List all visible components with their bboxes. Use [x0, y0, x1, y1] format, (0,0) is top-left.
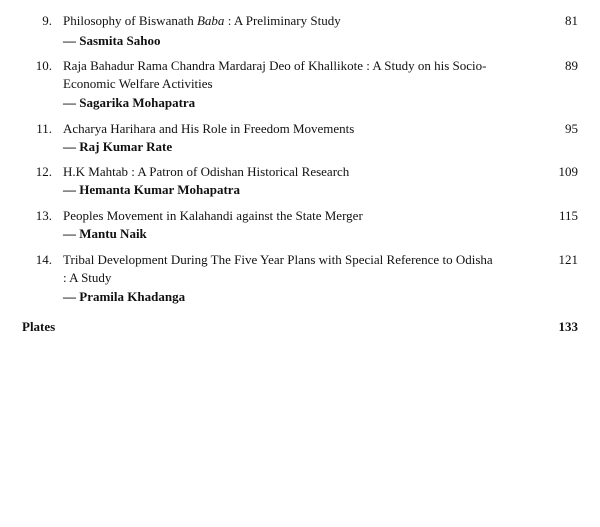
entry-title: Tribal Development During The Five Year Plans with Special Reference to Odisha : A Study: [63, 252, 493, 285]
plates-page-number: 133: [558, 319, 578, 334]
entry-title-part: Philosophy of Biswanath: [63, 13, 197, 28]
entry-number: 11.: [36, 121, 52, 136]
entry-title: Peoples Movement in Kalahandi against the State Merger: [63, 208, 363, 223]
entry-page-number: 95: [565, 121, 578, 136]
entry-page-number: 115: [558, 208, 578, 223]
entry-author: — Pramila Khadanga: [63, 289, 186, 304]
entry-page-number: 81: [565, 13, 578, 28]
entry-title: Raja Bahadur Rama Chandra Mardaraj Deo of Khallikote : A Study on his Socio-Economic Welfare Activities: [63, 58, 487, 91]
entry-title: [63, 12, 493, 30]
entry-title-emphasis: Baba: [196, 13, 225, 28]
entry-page-number: 109: [558, 164, 578, 179]
entry-title-part: : A Preliminary Study: [224, 13, 341, 28]
plates-label: Plates: [22, 319, 56, 334]
entry-number: 12.: [35, 164, 52, 179]
entry-number: 9.: [42, 13, 52, 28]
entry-title: Acharya Harihara and His Role in Freedom Movements: [63, 121, 355, 136]
entry-number: 10.: [35, 58, 52, 73]
entry-number: 13.: [35, 208, 52, 223]
entry-title: H.K Mahtab : A Patron of Odishan Historical Research: [63, 164, 350, 179]
entry-author: — Sagarika Mohapatra: [63, 95, 196, 110]
entry-author: — Sasmita Sahoo: [63, 33, 161, 48]
entry-page-number: 89: [565, 58, 578, 73]
entry-author: — Raj Kumar Rate: [63, 139, 173, 154]
entry-number: 14.: [35, 252, 52, 267]
entry-author: — Mantu Naik: [63, 226, 147, 241]
entry-page-number: 121: [558, 252, 578, 267]
entry-author: — Hemanta Kumar Mohapatra: [63, 182, 241, 197]
